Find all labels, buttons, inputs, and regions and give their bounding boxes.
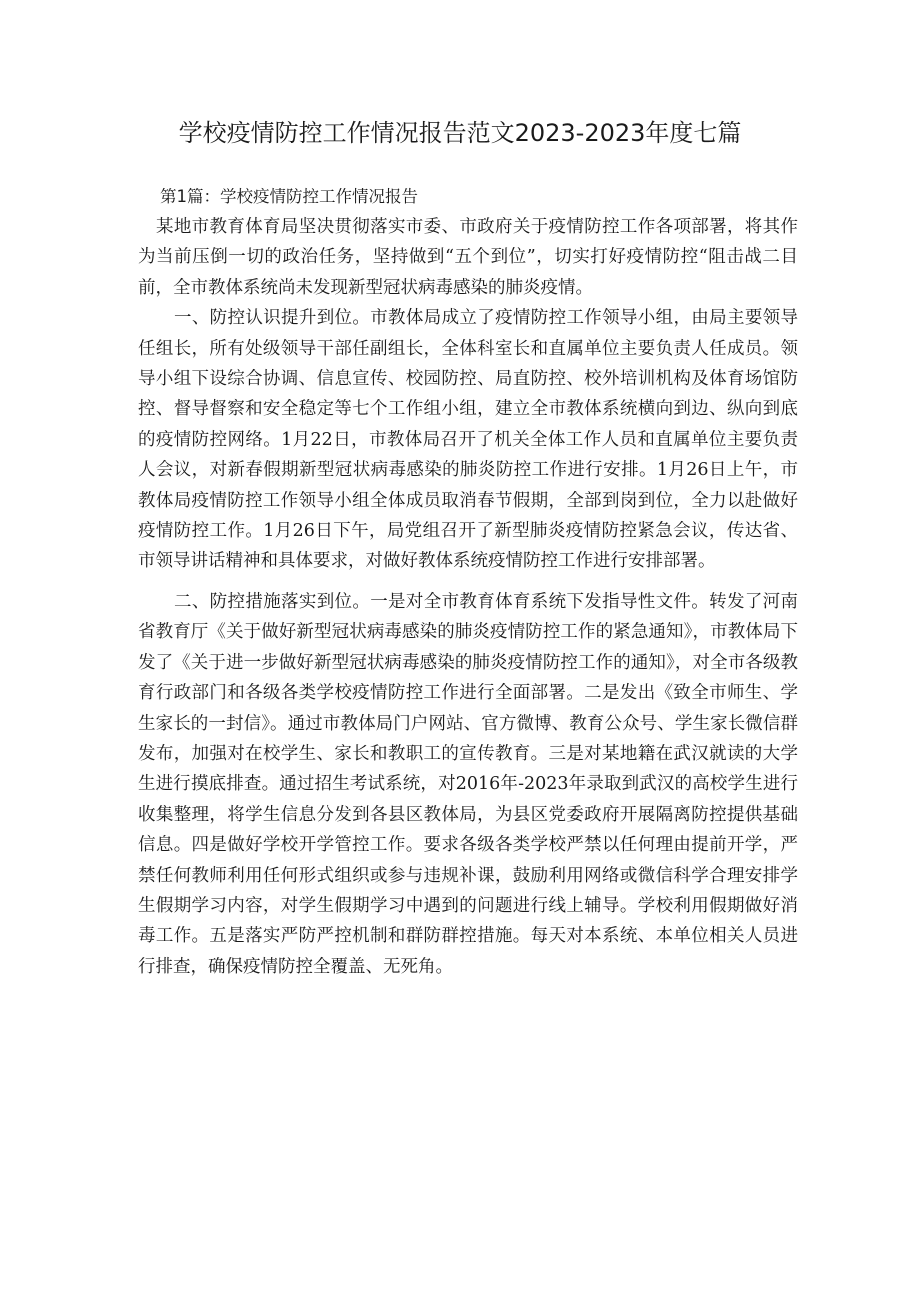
intro-paragraph: 某地市教育体育局坚决贯彻落实市委、市政府关于疫情防控工作各项部署，将其作为当前压倒一切的政治任务，坚持做到“五个到位”，切实打好疫情防控“阻击战二目前，全市教体系统尚未发现新型冠状病毒感染的肺炎疫情。 (138, 217, 798, 298)
section-heading: 第1篇：学校疫情防控工作情况报告 (160, 187, 418, 206)
document-title: 学校疫情防控工作情况报告范文2023-2023年度七篇 (178, 119, 742, 147)
paragraph-spacer (138, 577, 798, 587)
document-body (138, 183, 798, 982)
paragraph-prevention-awareness: 一、防控认识提升到位。市教体局成立了疫情防控工作领导小组，由局主要领导任组长，所有处级领导干部任副组长，全体科室长和直属单位主要负责人任成员。领导小组下设综合协调、信息宣传、校园防控、局直防控、校外培训机构及体育场馆防控、督导督察和安全稳定等七个工作组小组，建立全市教体系统横向到边、纵向到底的疫情防控网络。1月22日，市教体局召开了机关全体工作人员和直属单位主要负责人会议，对新春假期新型冠状病毒感染的肺炎防控工作进行安排。1月26日上午，市教体局疫情防控工作领导小组全体成员取消春节假期，全部到岗到位，全力以赴做好疫情防控工作。1月26日下午，局党组召开了新型肺炎疫情防控紧急会议，传达省、市领导讲话精神和具体要求，对做好教体系统疫情防控工作进行安排部署。 (138, 308, 798, 572)
paragraph-prevention-measures: 二、防控措施落实到位。一是对全市教育体育系统下发指导性文件。转发了河南省教育厅《关于做好新型冠状病毒感染的肺炎疫情防控工作的紧急通知》，市教体局下发了《关于进一步做好新型冠状病毒感染的肺炎疫情防控工作的通知》，对全市各级教育行政部门和各级各类学校疫情防控工作进行全面部署。二是发出《致全市师生、学生家长的一封信》。通过市教体局门户网站、官方微博、教育公众号、学生家长微信群发布，加强对在校学生、家长和教职工的宣传教育。三是对某地籍在武汉就读的大学生进行摸底排查。通过招生考试系统，对2016年-2023年录取到武汉的高校学生进行收集整理，将学生信息分发到各县区教体局，为县区党委政府开展隔离防控提供基础信息。四是做好学校开学管控工作。要求各级各类学校严禁以任何理由提前开学，严禁任何教师利用任何形式组织或参与违规补课，鼓励利用网络或微信科学合理安排学生假期学习内容，对学生假期学习中遇到的问题进行线上辅导。学校利用假期做好消毒工作。五是落实严防严控机制和群防群控措施。每天对本系统、本单位相关人员进行排查，确保疫情防控全覆盖、无死角。 (138, 591, 798, 977)
